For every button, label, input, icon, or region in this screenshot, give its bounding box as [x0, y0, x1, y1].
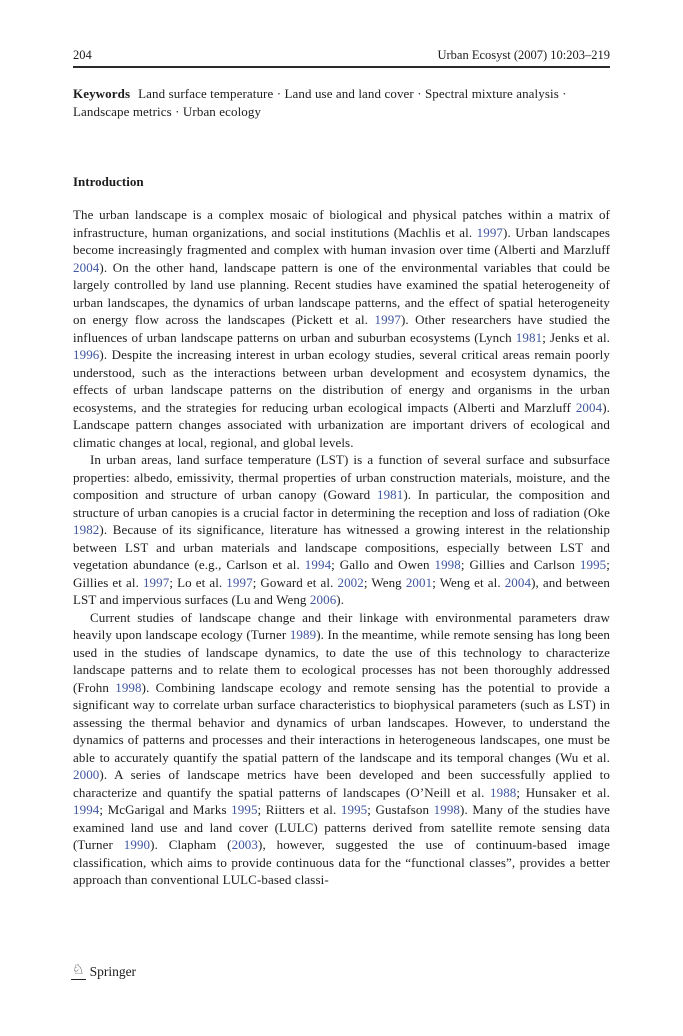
journal-citation: Urban Ecosyst (2007) 10:203–219: [437, 48, 610, 62]
publisher-name: Springer: [89, 964, 137, 979]
springer-horse-logo-icon: ♘: [72, 963, 85, 978]
paragraph-2: In urban areas, land surface temperature (LST) is a function of several surface and subsurface properties: albedo, emissivity, thermal properties of urban construction materials, moisture, and the composition and structure of urban canopy (Goward 1981). In particular, the composition and structure of urban canopies is a crucial factor in determining the reception and loss of radiation (Oke 1982). Because of its significance, literature has witnessed a growing interest in the relationship between LST and urban materials and landscape compositions, especially between LST and vegetation abundance (e.g., Carlson et al. 1994; Gallo and Owen 1998; Gillies and Carlson 1995; Gillies et al. 1997; Lo et al. 1997; Goward et al. 2002; Weng 2001; Weng et al. 2004), and between LST and impervious surfaces (Lu and Weng 2006).: [73, 452, 610, 607]
citation-year-link[interactable]: 1997: [142, 574, 170, 590]
citation-year-link[interactable]: 2003: [231, 837, 259, 852]
article-body: [73, 206, 610, 889]
citation-year-link[interactable]: 1990: [123, 837, 151, 852]
paragraph-3: Current studies of landscape change and their linkage with environmental parameters draw heavily upon landscape ecology (Turner 1989). In the meantime, while remote sensing has long been used in the studies of landscape dynamics, to date the use of this technology to characterize landscape patterns and to relate them to ecological processes has not been thoroughly addressed (Frohn 1998). Combining landscape ecology and remote sensing has the potential to provide a significant way to correlate urban surface characteristics to biophysical parameters (such as LST) in assessing the thermal behavior and dynamics of urban landscapes. However, to understand the dynamics of patterns and processes and their interactions in heterogeneous landscapes, one must be able to accurately quantify the spatial pattern of the landscape and its temporal changes (Wu et al. 2000). A series of landscape metrics have been developed and been successfully applied to characterize and quantify the spatial patterns of landscapes (O’Neill et al. 1988; Hunsaker et al. 1994; McGarigal and Marks 1995; Riitters et al. 1995; Gustafson 1998). Many of the studies have examined land use and land cover (LULC) patterns derived from satellite remote sensing data (Turner 1990). Clapham (2003), however, suggested the use of continuum-based image classification, which aims to provide continuous data for the “functional classes”, provides a better approach than conventional LULC-based classi-: [73, 609, 611, 887]
citation-year-link[interactable]: 2001: [405, 574, 433, 590]
citation-year-link[interactable]: 1998: [115, 679, 142, 695]
citation-year-link[interactable]: 1994: [304, 557, 332, 572]
citation-year-link[interactable]: 1995: [340, 802, 368, 817]
header-rule: [73, 66, 610, 68]
citation-year-link[interactable]: 1988: [490, 784, 517, 800]
page-number: 204: [73, 48, 92, 62]
section-heading: Introduction: [73, 174, 144, 189]
citation-year-link[interactable]: 2006: [309, 592, 337, 607]
keywords-label: Keywords: [73, 86, 131, 101]
citation-year-link[interactable]: 1981: [515, 329, 543, 345]
citation-year-link[interactable]: 2004: [73, 259, 100, 275]
citation-year-link[interactable]: 2004: [504, 574, 532, 590]
keywords-line: [73, 85, 610, 121]
citation-year-link[interactable]: 1994: [73, 802, 100, 817]
page-header: [73, 48, 610, 63]
citation-year-link[interactable]: 1995: [231, 802, 258, 817]
citation-year-link[interactable]: 1995: [579, 557, 607, 572]
citation-year-link[interactable]: 2004: [575, 399, 603, 415]
citation-year-link[interactable]: 1982: [73, 522, 100, 537]
citation-year-link[interactable]: 2002: [337, 574, 364, 590]
paragraph-1: The urban landscape is a complex mosaic of biological and physical patches within a matrix of infrastructure, human organizations, and social institutions (Machlis et al. 1997). Urban landscapes become increasingly fragmented and complex with human invasion over time (Alberti and Marzluff 2004). On the other hand, landscape pattern is one of the environmental variables that could be largely controlled by land use planning. Recent studies have examined the spatial heterogeneity of urban landscapes, the dynamics of urban landscape patterns, and the effect of spatial heterogeneity on energy flow across the landscapes (Pickett et al. 1997). Other researchers have studied the influences of urban landscape patterns on urban and suburban ecosystems (Lynch 1981; Jenks et al. 1996). Despite the increasing interest in urban ecology studies, several critical areas remain poorly understood, such as the interactions between urban development and ecosystem dynamics, the effects of urban landscape patterns on the distribution of energy and organisms in the urban ecosystems, and the strategies for reducing urban ecological impacts (Alberti and Marzluff 2004). Landscape pattern changes associated with urbanization are important drivers of ecological and climatic changes at local, regional, and global levels.: [73, 207, 611, 450]
citation-year-link[interactable]: 1997: [374, 312, 401, 327]
publisher-footer: [71, 964, 136, 980]
citation-year-link[interactable]: 1989: [289, 627, 317, 642]
citation-year-link[interactable]: 1998: [433, 802, 461, 817]
citation-year-link[interactable]: 2000: [73, 767, 100, 782]
citation-year-link[interactable]: 1981: [376, 487, 404, 502]
citation-year-link[interactable]: 1997: [226, 574, 253, 590]
citation-year-link[interactable]: 1997: [476, 224, 504, 240]
keywords-text: Land surface temperature · Land use and land cover · Spectral mixture analysis · Landscape metrics · Urban ecology: [73, 86, 567, 119]
citation-year-link[interactable]: 1996: [73, 347, 100, 362]
citation-year-link[interactable]: 1998: [434, 557, 461, 572]
